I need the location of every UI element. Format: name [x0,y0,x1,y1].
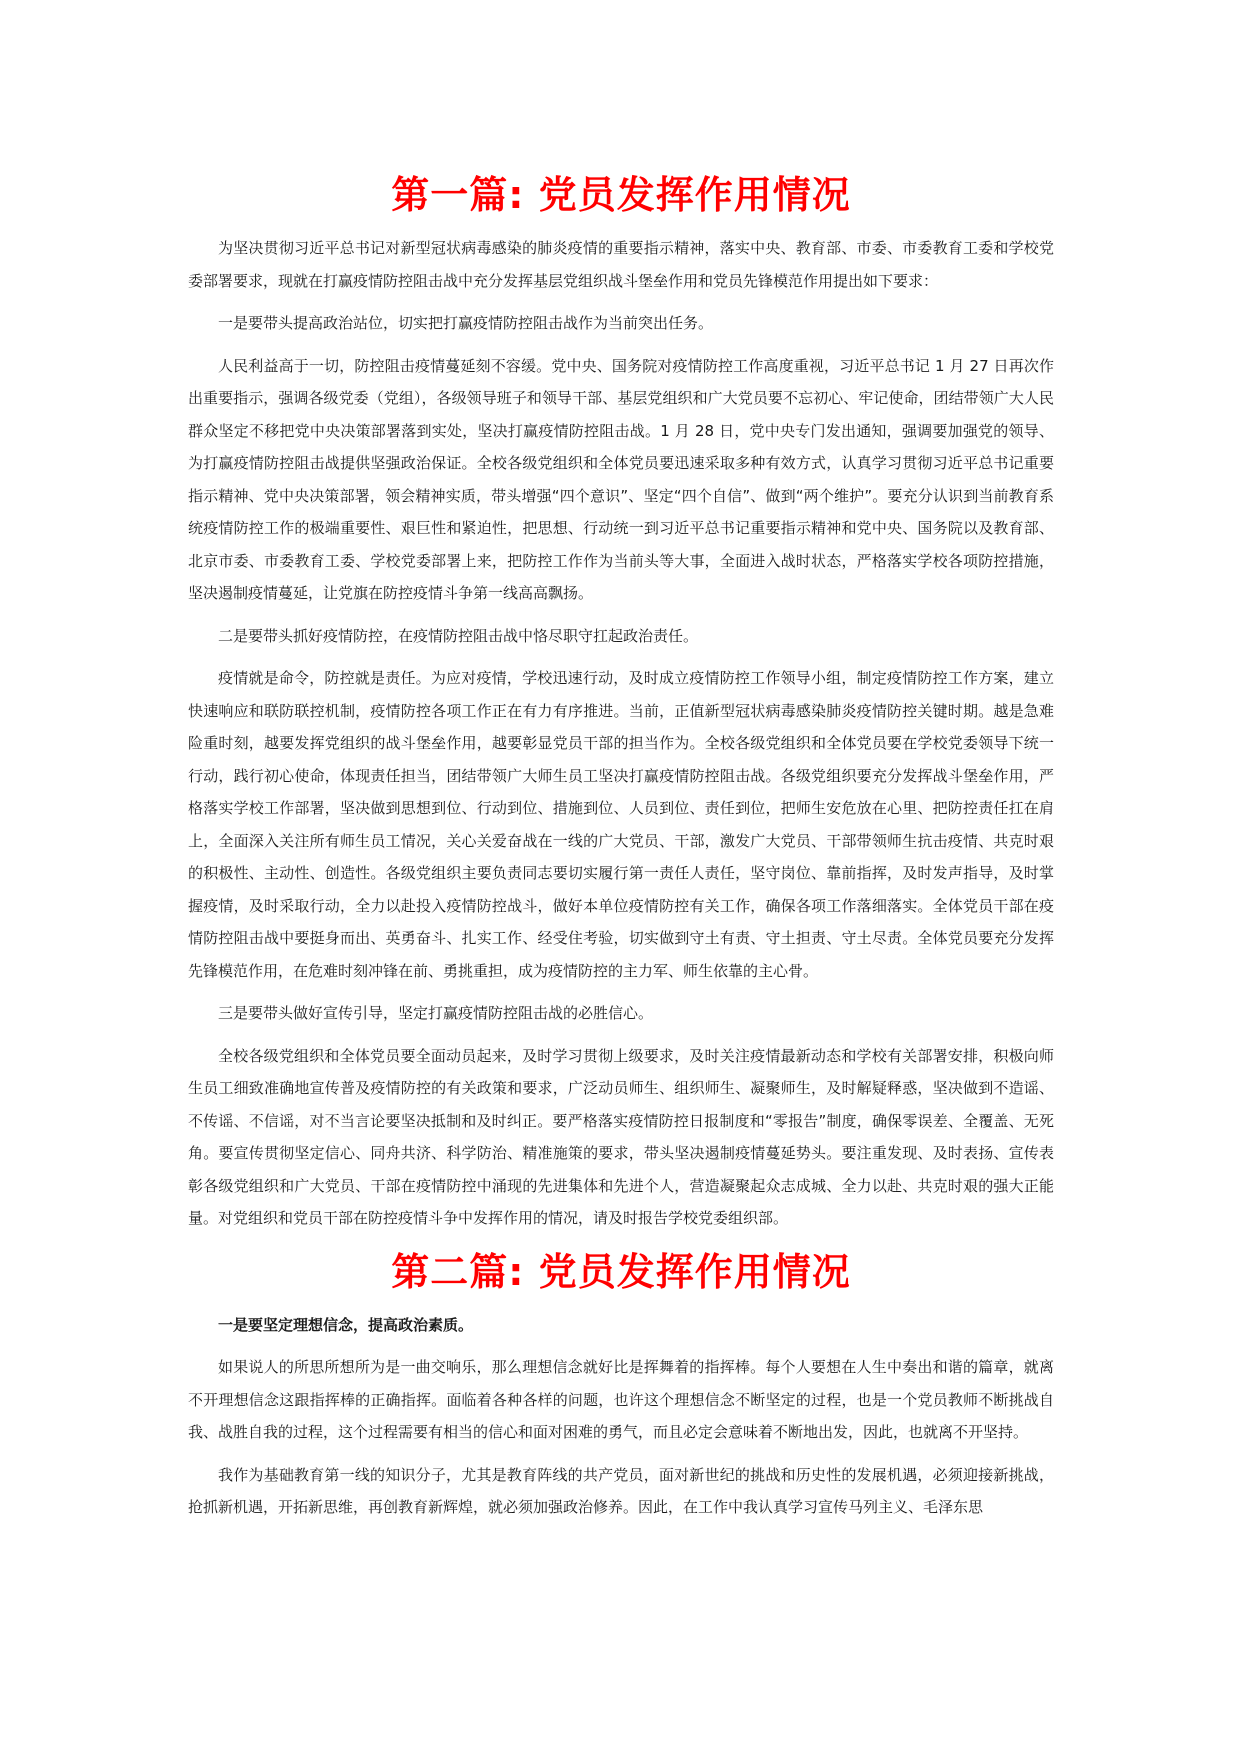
document-page [188,168,1054,1534]
section-1-paragraph-5: 疫情就是命令，防控就是责任。为应对疫情，学校迅速行动，及时成立疫情防控工作领导小组，制定疫情防控工作方案，建立快速响应和联防联控机制，疫情防控各项工作正在有力有序推进。当前，正值新型冠状病毒感染肺炎疫情防控关键时期。越是急难险重时刻，越要发挥党组织的战斗堡垒作用，越要彰显党员干部的担当作为。全校各级党组织和全体党员要在学校党委领导下统一行动，践行初心使命，体现责任担当，团结带领广大师生员工坚决打赢疫情防控阻击战。各级党组织要充分发挥战斗堡垒作用，严格落实学校工作部署，坚决做到思想到位、行动到位、措施到位、人员到位、责任到位，把师生安危放在心里、把防控责任扛在肩上，全面深入关注所有师生员工情况，关心关爱奋战在一线的广大党员、干部，激发广大党员、干部带领师生抗击疫情、共克时艰的积极性、主动性、创造性。各级党组织主要负责同志要切实履行第一责任人责任，坚守岗位、靠前指挥，及时发声指导，及时掌握疫情，及时采取行动，全力以赴投入疫情防控战斗，做好本单位疫情防控有关工作，确保各项工作落细落实。全体党员干部在疫情防控阻击战中要挺身而出、英勇奋斗、扎实工作、经受住考验，切实做到守土有责、守土担责、守土尽责。全体党员要充分发挥先锋模范作用，在危难时刻冲锋在前、勇挑重担，成为疫情防控的主力军、师生依靠的主心骨。 [188,669,1054,980]
section-1-paragraph-4: 二是要带头抓好疫情防控，在疫情防控阻击战中恪尽职守扛起政治责任。 [218,626,699,645]
section-1-paragraph-1: 为坚决贯彻习近平总书记对新型冠状病毒感染的肺炎疫情的重要指示精神，落实中央、教育部、市委、市委教育工委和学校党委部署要求，现就在打赢疫情防控阻击战中充分发挥基层党组织战斗堡垒作用和党员先锋模范作用提出如下要求： [188,239,1054,290]
section-1-title: 第一篇: 党员发挥作用情况 [391,173,851,217]
section-1-paragraph-2: 一是要带头提高政治站位，切实把打赢疫情防控阻击战作为当前突出任务。 [218,314,714,332]
section-2-paragraph-1: 如果说人的所思所想所为是一曲交响乐，那么理想信念就好比是挥舞着的指挥棒。每个人要想在人生中奏出和谐的篇章，就离不开理想信念这跟指挥棒的正确指挥。面临着各种各样的问题，也许这个理想信念不断坚定的过程，也是一个党员教师不断挑战自我、战胜自我的过程，这个过程需要有相当的信心和面对困难的勇气，而且必定会意味着不断地出发，因此，也就离不开坚持。 [188,1358,1054,1441]
section-1-paragraph-3: 人民利益高于一切，防控阻击疫情蔓延刻不容缓。党中央、国务院对疫情防控工作高度重视，习近平总书记 1 月 27 日再次作出重要指示，强调各级党委（党组），各级领导班子和领导干部、基层党组织和广大党员要不忘初心、牢记使命，团结带领广大人民群众坚定不移把党中央决策部署落到实处，坚决打赢疫情防控阻击战。1 月 28 日，党中央专门发出通知，强调要加强党的领导、为打赢疫情防控阻击战提供坚强政治保证。全校各级党组织和全体党员要迅速采取多种有效方式，认真学习贯彻习近平总书记重要指示精神、党中央决策部署，领会精神实质，带头增强“四个意识”、坚定“四个自信”、做到“两个维护”。要充分认识到当前教育系统疫情防控工作的极端重要性、艰巨性和紧迫性，把思想、行动统一到习近平总书记重要指示精神和党中央、国务院以及教育部、北京市委、市委教育工委、学校党委部署上来，把防控工作作为当前头等大事，全面进入战时状态，严格落实学校各项防控措施，坚决遏制疫情蔓延，让党旗在防控疫情斗争第一线高高飘扬。 [188,356,1054,602]
section-1-paragraph-7: 全校各级党组织和全体党员要全面动员起来，及时学习贯彻上级要求，及时关注疫情最新动态和学校有关部署安排，积极向师生员工细致准确地宣传普及疫情防控的有关政策和要求，广泛动员师生、组织师生、凝聚师生，及时解疑释惑，坚决做到不造谣、不传谣、不信谣，对不当言论要坚决抵制和及时纠正。要严格落实疫情防控日报制度和“零报告”制度，确保零误差、全覆盖、无死角。要宣传贯彻坚定信心、同舟共济、科学防治、精准施策的要求，带头坚决遏制疫情蔓延势头。要注重发现、及时表扬、宣传表彰各级党组织和广大党员、干部在疫情防控中涌现的先进集体和先进个人，营造凝聚起众志成城、全力以赴、共克时艰的强大正能量。对党组织和党员干部在防控疫情斗争中发挥作用的情况，请及时报告学校党委组织部。 [188,1046,1054,1227]
section-2-paragraph-2: 我作为基础教育第一线的知识分子，尤其是教育阵线的共产党员，面对新世纪的挑战和历史性的发展机遇，必须迎接新挑战，抢抓新机遇，开拓新思维，再创教育新辉煌，就必须加强政治修养。因此，在工作中我认真学习宣传马列主义、毛泽东思 [188,1465,1054,1516]
section-2-heading: 一是要坚定理想信念，提高政治素质。 [218,1315,474,1334]
section-2-title: 第二篇: 党员发挥作用情况 [391,1249,851,1294]
section-1-paragraph-6: 三是要带头做好宣传引导，坚定打赢疫情防控阻击战的必胜信心。 [218,1004,654,1022]
